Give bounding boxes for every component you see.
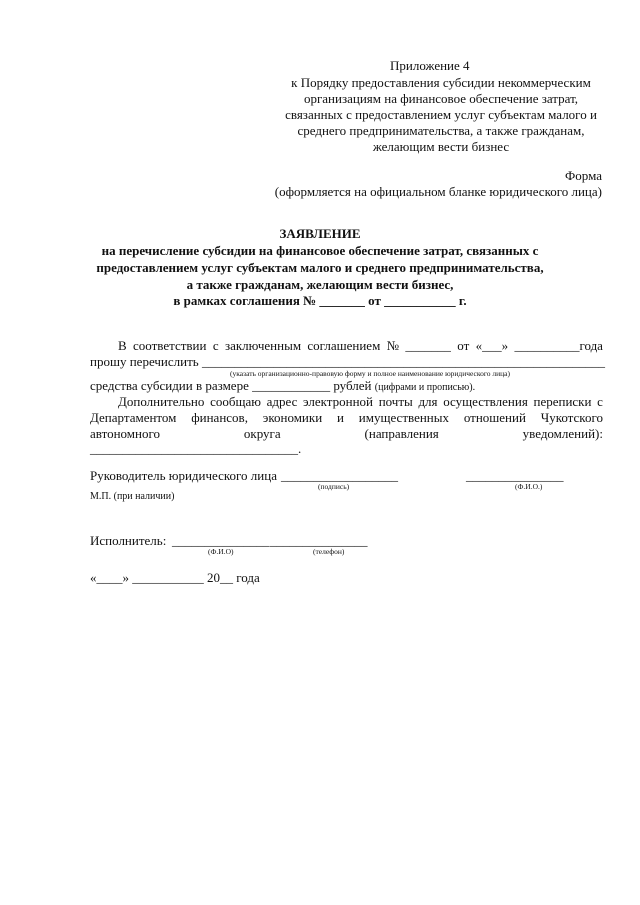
p2-word: уведомлений): xyxy=(522,426,603,441)
subsidy-amount-note: (цифрами и прописью). xyxy=(374,382,476,393)
p2-word: финансов, xyxy=(191,410,248,425)
p1-word: от xyxy=(457,338,470,353)
p1-word: № xyxy=(386,338,400,353)
p2-word: электронной xyxy=(303,394,374,409)
signature-fio-line: _______________ xyxy=(466,468,564,483)
stamp-note: М.П. (при наличии) xyxy=(90,491,175,502)
p1-word: соответствии xyxy=(133,338,207,353)
p1-word: заключенным xyxy=(224,338,302,353)
paragraph-2-line-2 xyxy=(90,410,603,426)
paragraph-2-line-4: ________________________________. xyxy=(90,441,302,456)
p2-word: автономного xyxy=(90,426,160,441)
appendix-title: Приложение 4 xyxy=(390,58,470,73)
executor-phone-line: _______________ xyxy=(270,533,368,548)
p2-word: Департаментом xyxy=(90,410,177,425)
p2-word: округа xyxy=(243,426,281,441)
p1-word: _______ xyxy=(405,338,451,353)
p2-word: осуществления xyxy=(443,394,528,409)
heading-line-1: на перечисление субсидии на финансовое обеспечение затрат, связанных с xyxy=(101,243,539,258)
p2-word: имущественных xyxy=(358,410,449,425)
organization-name-hint: (указать организационно-правовую форму и полное наименование юридического лица) xyxy=(230,369,511,378)
signature-line: __________________ xyxy=(281,468,398,483)
heading-line-3: а также гражданам, желающим вести бизнес, xyxy=(186,277,454,292)
appendix-line-2: организациям на финансовое обеспечение затрат, xyxy=(303,91,579,106)
signature-fio-hint: (Ф.И.О.) xyxy=(515,482,543,491)
p1-word: с xyxy=(212,338,219,353)
p2-word: отношений xyxy=(463,410,526,425)
p2-word: Дополнительно xyxy=(118,394,205,409)
p2-word: (направления xyxy=(364,426,439,441)
p1-word: «___» xyxy=(475,338,509,353)
p2-word: сообщаю xyxy=(210,394,261,409)
paragraph-1-line-3 xyxy=(90,378,475,394)
p2-word: экономики xyxy=(262,410,323,425)
p1-word: В xyxy=(118,338,127,353)
paragraph-1-line-1 xyxy=(118,338,603,354)
executor-fio-line: _______________ xyxy=(172,533,270,548)
appendix-line-4: среднего предпринимательства, а также гражданам, xyxy=(297,123,585,138)
p2-word: для xyxy=(418,394,438,409)
p2-word: Чукотского xyxy=(540,410,603,425)
executor-label: Исполнитель: xyxy=(90,533,167,548)
p1-word: __________года xyxy=(514,338,603,353)
paragraph-1-line-2: прошу перечислить ______________________________________________________________ xyxy=(90,354,605,369)
heading-line-2: предоставлением услуг субъектам малого и среднего предпринимательства, xyxy=(96,260,544,275)
p2-word: адрес xyxy=(266,394,298,409)
p2-word: почты xyxy=(378,394,413,409)
appendix-line-3: связанных с предоставлением услуг субъектам малого и xyxy=(285,107,597,122)
heading-line-4: в рамках соглашения № _______ от ___________ г. xyxy=(173,293,467,308)
paragraph-2-line-1 xyxy=(118,394,603,410)
form-label: Форма xyxy=(565,168,602,183)
signature-label: Руководитель юридического лица xyxy=(90,468,277,483)
executor-phone-hint: (телефон) xyxy=(313,547,345,556)
p1-word: соглашением xyxy=(307,338,381,353)
subsidy-amount-text: средства субсидии в размере ____________ рублей xyxy=(90,378,372,393)
document-title: ЗАЯВЛЕНИЕ xyxy=(279,226,361,241)
document-date: «____» ___________ 20__ года xyxy=(90,570,260,585)
signature-hint: (подпись) xyxy=(318,482,350,491)
p2-word: переписки xyxy=(533,394,592,409)
executor-fio-hint: (Ф.И.О) xyxy=(208,547,234,556)
p2-word: и xyxy=(336,410,344,425)
paragraph-2-line-3 xyxy=(90,426,603,442)
appendix-line-5: желающим вести бизнес xyxy=(372,139,510,154)
p2-word: с xyxy=(597,394,603,409)
form-note: (оформляется на официальном бланке юридического лица) xyxy=(274,184,602,199)
appendix-line-1: к Порядку предоставления субсидии некоммерческим xyxy=(291,75,591,90)
